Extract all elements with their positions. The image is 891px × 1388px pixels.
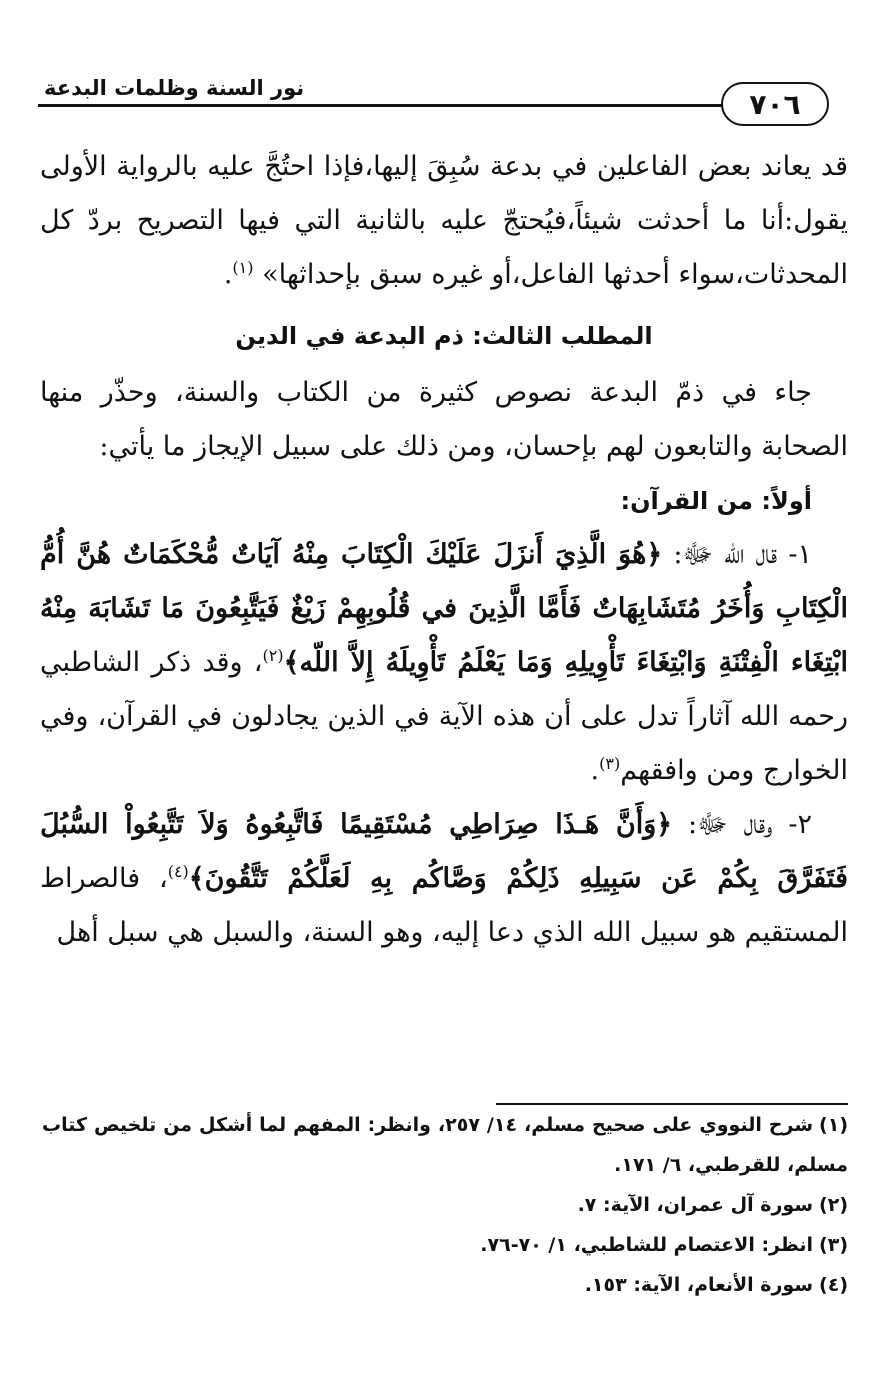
footnote-text: سورة آل عمران، الآية: ٧. — [577, 1194, 814, 1216]
main-text — [40, 140, 848, 960]
item-prefix: ٢- وقال ﷻ: — [688, 809, 812, 840]
footnote-number: (٢) — [819, 1194, 848, 1216]
footnote-number: (١) — [819, 1114, 848, 1136]
footnote-ref: (٢) — [262, 646, 284, 665]
item-prefix: ١- قال الله ﷻ: — [673, 539, 812, 570]
footnote-ref: (١) — [232, 258, 254, 277]
verse-open-bracket: ﴿ — [646, 539, 663, 570]
running-title: نور السنة وظلمات البدعة — [44, 76, 305, 100]
page-header — [30, 74, 825, 122]
footnote-text: سورة الأنعام، الآية: ١٥٣. — [584, 1274, 814, 1296]
footnote — [42, 1185, 848, 1225]
footnote-number: (٤) — [819, 1274, 848, 1296]
verse-open-bracket: ﴿ — [656, 809, 673, 840]
list-item — [40, 798, 848, 960]
footnote-number: (٣) — [819, 1234, 848, 1256]
item-text: ، وقد ذكر الشاطبي رحمه الله آثاراً تدل على أن هذه الآية في الذين يجادلون في القرآن، وفي الخوارج ومن وافقهم — [40, 647, 848, 786]
footnote-ref: (٣) — [599, 754, 621, 773]
paragraph-intro: جاء في ذمّ البدعة نصوص كثيرة من الكتاب والسنة، وحذّر منها الصحابة والتابعون لهم بإحسان، ومن ذلك على سبيل الإيجاز ما يأتي: — [40, 377, 848, 462]
footnote — [42, 1265, 848, 1305]
footnote — [42, 1105, 848, 1185]
verse-close-bracket: ﴾ — [283, 647, 300, 678]
footnotes — [42, 1105, 848, 1305]
section-heading: المطلب الثالث: ذم البدعة في الدين — [235, 322, 653, 350]
paragraph-text: قد يعاند بعض الفاعلين في بدعة سُبِقَ إليها،فإذا احتُجَّ عليه بالرواية الأولى يقول:أنا ما أحدثت شيئاً،فيُحتجّ عليه بالثانية التي فيها التصريح بردّ كل المحدثات،سواء أحدثها الفاعل،أو غيره سبق بإحداثها» — [40, 151, 848, 290]
footnote-text: انظر: الاعتصام للشاطبي، ١/ ٧٠-٧٦. — [480, 1234, 814, 1256]
subsection-heading: أولاً: من القرآن: — [620, 487, 812, 515]
quran-verse: وَأَنَّ هَـذَا صِرَاطِي مُسْتَقِيمًا فَاتَّبِعُوهُ وَلاَ تَتَّبِعُواْ السُّبُلَ فَتَفَرَّقَ بِكُمْ عَن سَبِيلِهِ ذَلِكُمْ وَصَّاكُم بِهِ لَعَلَّكُمْ تَتَّقُونَ — [40, 809, 848, 894]
page-number: ٧٠٦ — [721, 82, 829, 126]
paragraph-continuation: قد يعاند بعض الفاعلين في بدعة سُبِقَ إليها،فإذا احتُجَّ عليه بالرواية الأولى يقول:أنا ما أحدثت شيئاً،فيُحتجّ عليه بالثانية التي فيها التصريح بردّ كل المحدثات،سواء أحدثها الفاعل،أو غيره سبق بإحداثها» $^{(١)}$. — [40, 151, 848, 290]
footnote-ref: (٤) — [167, 862, 189, 881]
quran-verse: هُوَ الَّذِيَ أَنزَلَ عَلَيْكَ الْكِتَابَ مِنْهُ آيَاتٌ مُّحْكَمَاتٌ هُنَّ أُمُّ الْكِتَابِ وَأُخَرُ مُتَشَابِهَاتٌ فَأَمَّا الَّذِينَ في قُلُوبِهِمْ زَيْغٌ فَيَتَّبِعُونَ مَا تَشَابَهَ مِنْهُ ابْتِغَاء الْفِتْنَةِ وَابْتِغَاءَ تَأْوِيلِهِ وَمَا يَعْلَمُ تَأْوِيلَهُ إِلاَّ اللّه — [40, 539, 848, 678]
verse-close-bracket: ﴾ — [188, 863, 205, 894]
footnote-text: شرح النووي على صحيح مسلم، ١٤/ ٢٥٧، وانظر: المفهم لما أشكل من تلخيص كتاب مسلم، للقرطبي، ٦/ ١٧١. — [42, 1114, 848, 1176]
list-item: ١- قال الله ﷻ: ﴿هُوَ الَّذِيَ أَنزَلَ عَلَيْكَ الْكِتَابَ مِنْهُ آيَاتٌ مُّحْكَمَاتٌ هُنَّ أُمُّ الْكِتَابِ وَأُخَرُ مُتَشَابِهَاتٌ فَأَمَّا الَّذِينَ في قُلُوبِهِمْ زَيْغٌ فَيَتَّبِعُونَ مَا تَشَابَهَ مِنْهُ ابْتِغَاء الْفِتْنَةِ وَابْتِغَاءَ تَأْوِيلِهِ وَمَا يَعْلَمُ تَأْوِيلَهُ إِلاَّ اللّه﴾$^{(٢)}$، وقد ذكر الشاطبي رحمه الله آثاراً تدل على أن هذه الآية في الذين يجادلون في القرآن، وفي الخوارج ومن وافقهم$^{(٣)}$. — [40, 539, 848, 786]
footnote — [42, 1225, 848, 1265]
item-text: ، فالصراط المستقيم هو سبيل الله الذي دعا إليه، وهو السنة، والسبل هي سبل أهل — [40, 863, 848, 948]
header-rule — [38, 104, 728, 107]
